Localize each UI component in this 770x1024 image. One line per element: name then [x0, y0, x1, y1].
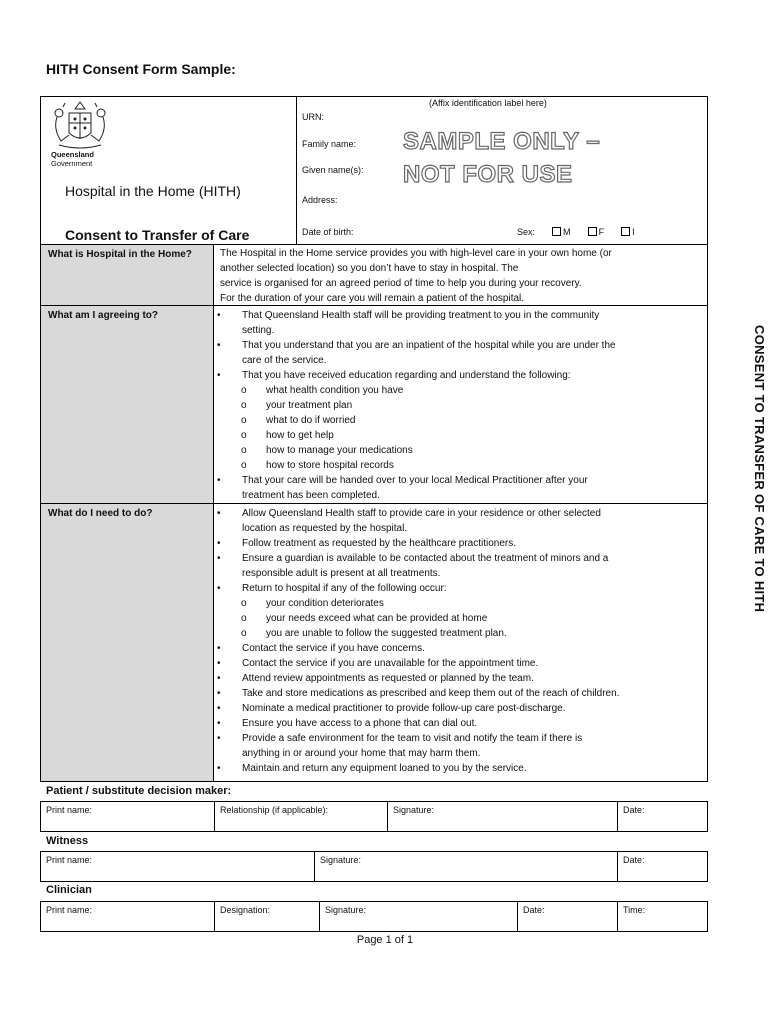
sex-i-checkbox[interactable]	[621, 227, 630, 236]
text-line: The Hospital in the Home service provides you with high-level care in your own home (or	[220, 248, 612, 259]
sub-bullet-marker: o	[241, 385, 247, 396]
clinician-section-title: Clinician	[46, 884, 92, 896]
patient-signature-field[interactable]: Signature:	[387, 802, 617, 831]
page-title: HITH Consent Form Sample:	[46, 61, 236, 77]
sub-list-item: your treatment plan	[266, 400, 353, 411]
list-item: Return to hospital if any of the following occur:	[242, 583, 447, 594]
sub-bullet-marker: o	[241, 415, 247, 426]
text-line: service is organised for an agreed period of time to help you during your recovery.	[220, 278, 582, 289]
section-label-cell	[41, 306, 214, 503]
clinician-signature-row	[40, 901, 708, 932]
sex-f-label: F	[598, 227, 605, 237]
list-item: Take and store medications as prescribed and keep them out of the reach of children.	[242, 688, 620, 699]
patient-signature-row	[40, 801, 708, 832]
list-item: location as requested by the hospital.	[242, 523, 408, 534]
sex-m-label: M	[563, 227, 571, 237]
list-item: Contact the service if you have concerns.	[242, 643, 425, 654]
list-item: That Queensland Health staff will be providing treatment to you in the community	[242, 310, 600, 321]
witness-date-field[interactable]: Date:	[617, 852, 707, 881]
header-box	[40, 96, 708, 245]
sub-list-item: your condition deteriorates	[266, 598, 384, 609]
header-left	[41, 97, 297, 244]
sub-bullet-marker: o	[241, 460, 247, 471]
bullet-marker: •	[217, 583, 221, 594]
bullet-marker: •	[217, 688, 221, 699]
patient-print-name-field[interactable]: Print name:	[46, 805, 93, 815]
bullet-marker: •	[217, 703, 221, 714]
dob-label[interactable]: Date of birth:	[302, 227, 354, 237]
bullet-marker: •	[217, 658, 221, 669]
sex-f-checkbox[interactable]	[588, 227, 597, 236]
info-table	[40, 244, 708, 782]
patient-relationship-field[interactable]: Relationship (if applicable):	[214, 802, 387, 831]
bullet-marker: •	[217, 538, 221, 549]
bullet-marker: •	[217, 310, 221, 321]
witness-print-name-field[interactable]: Print name:	[46, 855, 93, 865]
list-item: Allow Queensland Health staff to provide care in your residence or other selected	[242, 508, 601, 519]
bullet-marker: •	[217, 673, 221, 684]
coat-of-arms-icon	[49, 99, 111, 151]
clinician-signature-field[interactable]: Signature:	[319, 902, 517, 931]
sub-list-item: how to store hospital records	[266, 460, 394, 471]
sub-list-item: how to manage your medications	[266, 445, 413, 456]
clinician-time-field[interactable]: Time:	[617, 902, 707, 931]
list-item: Ensure you have access to a phone that can dial out.	[242, 718, 478, 729]
hospital-title: Hospital in the Home (HITH)	[65, 183, 241, 199]
bullet-marker: •	[217, 475, 221, 486]
sub-list-item: you are unable to follow the suggested treatment plan.	[266, 628, 507, 639]
qld-logo-text-2: Government	[51, 159, 93, 168]
list-item: Maintain and return any equipment loaned to you by the service.	[242, 763, 527, 774]
patient-section-title: Patient / substitute decision maker:	[46, 785, 232, 797]
bullet-marker: •	[217, 508, 221, 519]
sex-label: Sex:	[517, 227, 536, 237]
sub-bullet-marker: o	[241, 628, 247, 639]
sub-list-item: your needs exceed what can be provided at home	[266, 613, 488, 624]
address-label[interactable]: Address:	[302, 195, 338, 205]
list-item: That you have received education regarding and understand the following:	[242, 370, 571, 381]
bullet-marker: •	[217, 733, 221, 744]
side-title: CONSENT TO TRANSFER OF CARE TO HITH	[752, 325, 767, 613]
clinician-designation-field[interactable]: Designation:	[214, 902, 319, 931]
list-item: That your care will be handed over to your local Medical Practitioner after your	[242, 475, 588, 486]
sub-bullet-marker: o	[241, 400, 247, 411]
witness-signature-field[interactable]: Signature:	[314, 852, 617, 881]
bullet-marker: •	[217, 553, 221, 564]
watermark-line-2: NOT FOR USE	[403, 161, 573, 188]
sub-bullet-marker: o	[241, 598, 247, 609]
list-item: Provide a safe environment for the team to visit and notify the team if there is	[242, 733, 583, 744]
section-label-cell	[41, 245, 214, 305]
witness-section-title: Witness	[46, 835, 89, 847]
urn-label[interactable]: URN:	[302, 112, 324, 122]
list-item: Contact the service if you are unavailable for the appointment time.	[242, 658, 539, 669]
sex-i-label: I	[632, 227, 635, 237]
section-label-cell	[41, 504, 214, 781]
sub-bullet-marker: o	[241, 430, 247, 441]
agreeing-list	[214, 307, 706, 503]
bullet-marker: •	[217, 763, 221, 774]
sex-field	[517, 227, 635, 237]
watermark-line-1: SAMPLE ONLY –	[403, 128, 601, 155]
what-is-hith-label: What is Hospital in the Home?	[48, 249, 192, 260]
bullet-marker: •	[217, 340, 221, 351]
patient-date-field[interactable]: Date:	[617, 802, 707, 831]
page-number: Page 1 of 1	[356, 934, 414, 946]
list-item: responsible adult is present at all treatments.	[242, 568, 441, 579]
sub-list-item: what health condition you have	[266, 385, 404, 396]
sex-m-checkbox[interactable]	[552, 227, 561, 236]
given-names-label[interactable]: Given name(s):	[302, 165, 364, 175]
list-item: Follow treatment as requested by the healthcare practitioners.	[242, 538, 517, 549]
bullet-marker: •	[217, 718, 221, 729]
text-line: another selected location) so you don’t have to stay in hospital. The	[220, 263, 519, 274]
list-item: care of the service.	[242, 355, 327, 366]
sub-bullet-marker: o	[241, 445, 247, 456]
list-item: Ensure a guardian is available to be contacted about the treatment of minors and a	[242, 553, 609, 564]
list-item: That you understand that you are an inpatient of the hospital while you are under the	[242, 340, 616, 351]
what-need-label: What do I need to do?	[48, 508, 153, 519]
clinician-print-name-field[interactable]: Print name:	[46, 905, 93, 915]
text-line: For the duration of your care you will remain a patient of the hospital.	[220, 293, 525, 304]
what-agreeing-label: What am I agreeing to?	[48, 310, 159, 321]
need-to-do-list	[214, 505, 706, 781]
list-item: Attend review appointments as requested or planned by the team.	[242, 673, 534, 684]
bullet-marker: •	[217, 370, 221, 381]
affix-label: (Affix identification label here)	[429, 98, 547, 108]
bullet-marker: •	[217, 643, 221, 654]
list-item: setting.	[242, 325, 275, 336]
sub-list-item: how to get help	[266, 430, 334, 441]
qld-logo-text-1: Queensland	[51, 150, 94, 159]
list-item: Nominate a medical practitioner to provide follow-up care post-discharge.	[242, 703, 566, 714]
sub-list-item: what to do if worried	[266, 415, 356, 426]
witness-signature-row	[40, 851, 708, 882]
list-item: treatment has been completed.	[242, 490, 380, 501]
clinician-date-field[interactable]: Date:	[517, 902, 617, 931]
list-item: anything in or around your home that may harm them.	[242, 748, 481, 759]
family-name-label[interactable]: Family name:	[302, 139, 357, 149]
sub-bullet-marker: o	[241, 613, 247, 624]
form-title: Consent to Transfer of Care	[65, 227, 250, 243]
